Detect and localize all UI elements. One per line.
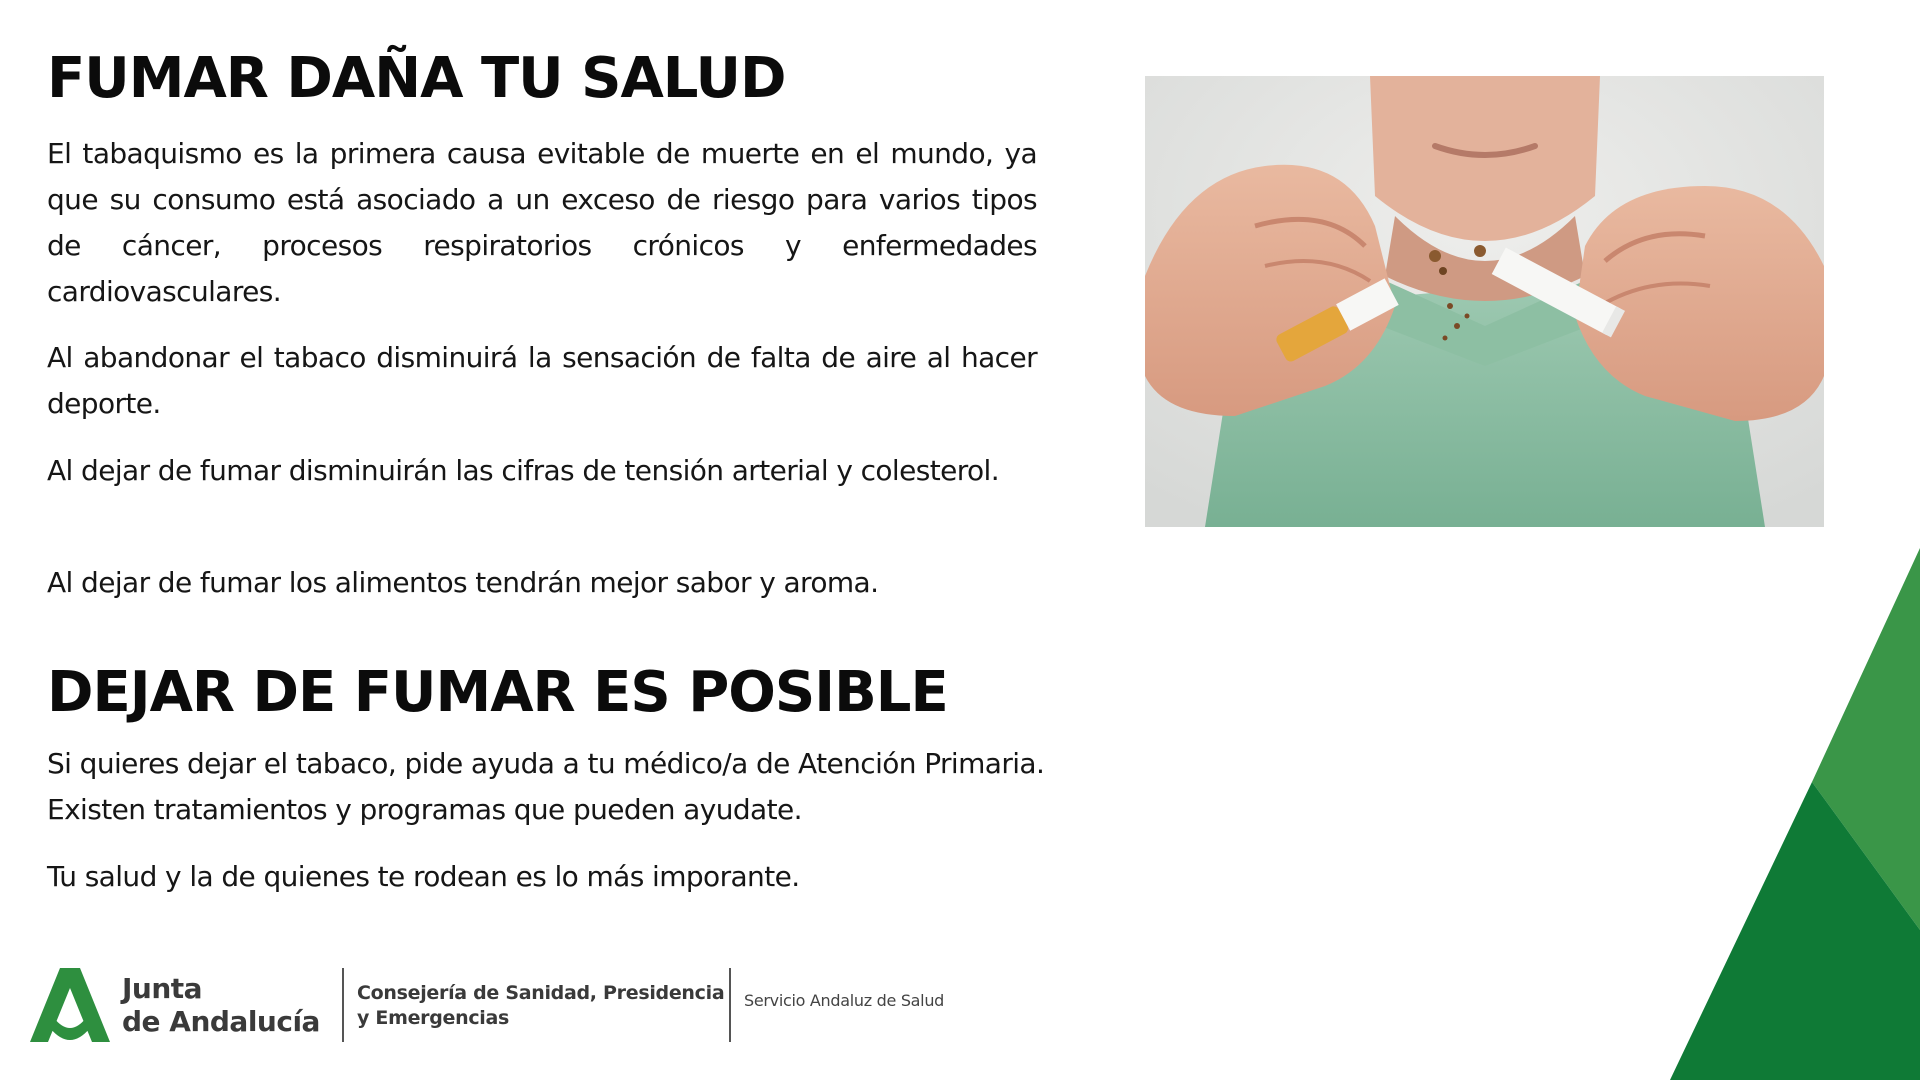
consejeria-line2: y Emergencias (357, 1007, 510, 1029)
servicio-andaluz-de-salud: Servicio Andaluz de Salud (744, 991, 945, 1010)
paragraph-pide-ayuda-line1: Si quieres dejar el tabaco, pide ayuda a tu médico/a de Atención Primaria. (47, 747, 1045, 780)
section-heading-quitting-possible: DEJAR DE FUMAR ES POSIBLE (47, 660, 948, 725)
paragraph-tension: Al dejar de fumar disminuirán las cifras de tensión arterial y colesterol. (47, 454, 1000, 487)
brand-name-line2: de Andalucía (122, 1005, 320, 1038)
light-green-triangle (1812, 548, 1920, 930)
footer-divider (729, 968, 731, 1042)
paragraph-pide-ayuda (47, 741, 1197, 833)
footer-divider (342, 968, 344, 1042)
paragraph-tu-salud: Tu salud y la de quienes te rodean es lo más imporante. (47, 860, 800, 893)
brand-name-line1: Junta (122, 972, 203, 1005)
consejeria-line1: Consejería de Sanidad, Presidencia (357, 982, 725, 1004)
paragraph-pide-ayuda-line2: Existen tratamientos y programas que pueden ayudate. (47, 793, 802, 826)
dark-green-triangle (1670, 782, 1920, 1080)
broken-cigarette-photo (1145, 76, 1824, 527)
paragraph-tabaquismo: El tabaquismo es la primera causa evitable de muerte en el mundo, ya que su consumo está asociado a un exceso de riesgo para varios tipos de cáncer, procesos respiratorios crónicos y enfermedades cardiovasculares. (47, 137, 1037, 308)
paragraph-alimentos: Al dejar de fumar los alimentos tendrán mejor sabor y aroma. (47, 566, 879, 599)
section-heading-smoking-harms: FUMAR DAÑA TU SALUD (47, 46, 786, 111)
junta-andalucia-logo-icon (30, 968, 110, 1042)
paragraph-abandonar: Al abandonar el tabaco disminuirá la sensación de falta de aire al hacer deporte. (47, 341, 1037, 420)
